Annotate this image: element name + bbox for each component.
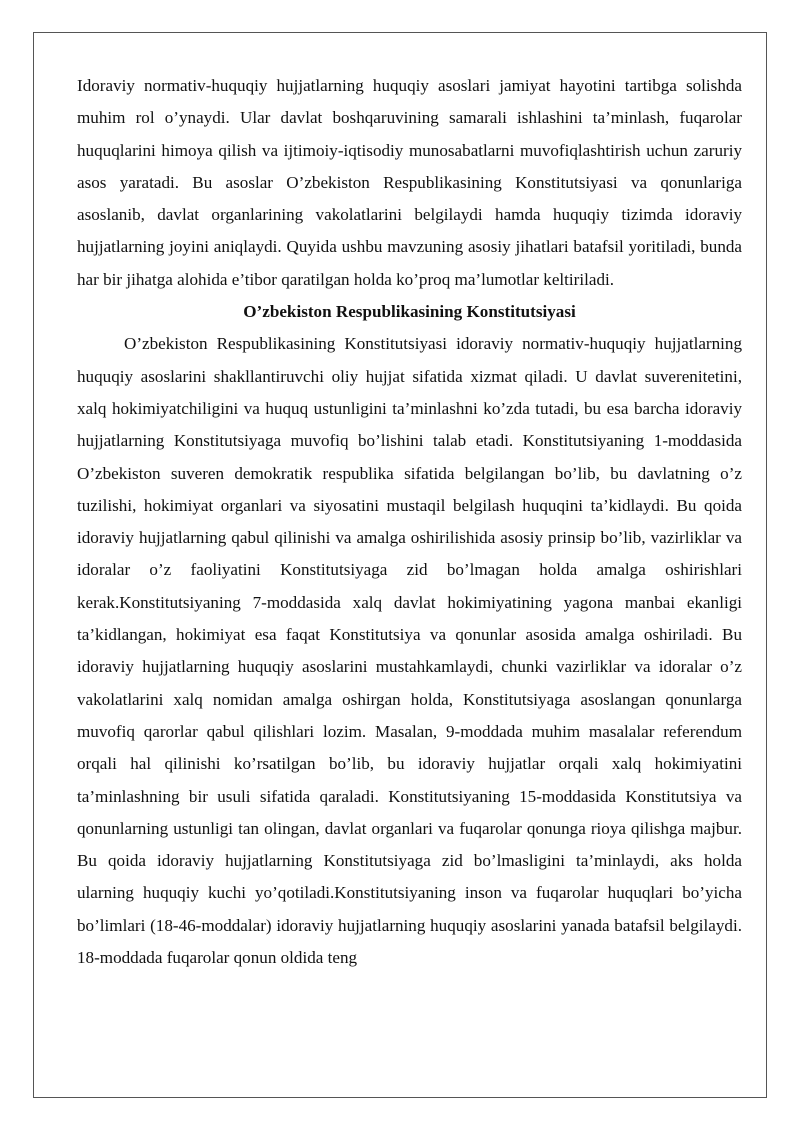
constitution-paragraph: O’zbekiston Respublikasining Konstitutsiyasi idoraviy normativ-huquqiy hujjatlarning huquqiy asoslarini shakllantiruvchi oliy hujjat sifatida xizmat qiladi. U davlat suverenitetini, xalq hokimiyatchiligini va huquq ustunligini ta’minlashni ko’zda tutadi, bu esa barcha idoraviy hujjatlarning Konstitutsiyaga muvofiq bo’lishini talab etadi. Konstitutsiyaning 1-moddasida O’zbekiston suveren demokratik respublika sifatida belgilangan bo’lib, bu davlatning o’z tuzilishi, hokimiyat organlari va siyosatini mustaqil belgilash huquqini ta’kidlaydi. Bu qoida idoraviy hujjatlarning qabul qilinishi va amalga oshirilishida asosiy prinsip bo’lib, vazirliklar va idoralar o’z faoliyatini Konstitutsiyaga zid bo’lmagan holda amalga oshirishlari kerak.Konstitutsiyaning 7-moddasida xalq davlat hokimiyatining yagona manbai ekanligi ta’kidlangan, hokimiyat esa faqat Konstitutsiya va qonunlar asosida amalga oshiriladi. Bu idoraviy hujjatlarning huquqiy asoslarini mustahkamlaydi, chunki vazirliklar va idoralar o’z vakolatlarini xalq nomidan amalga oshirgan holda, Konstitutsiyaga asoslangan qonunlarga muvofiq qarorlar qabul qilishlari lozim. Masalan, 9-moddada muhim masalalar referendum orqali hal qilinishi ko’rsatilgan bo’lib, bu idoraviy hujjatlar orqali xalq hokimiyatini ta’minlashning bir usuli sifatida qaraladi. Konstitutsiyaning 15-moddasida Konstitutsiya va qonunlarning ustunligi tan olingan, davlat organlari va fuqarolar qonunga rioya qilishga majbur. Bu qoida idoraviy hujjatlarning Konstitutsiyaga zid bo’lmasligini ta’minlaydi, aks holda ularning huquqiy kuchi yo’qotiladi.Konstitutsiyaning inson va fuqarolar huquqlari bo’yicha bo’limlari (18-46-moddalar) idoraviy hujjatlarning huquqiy asoslarini yanada batafsil belgilaydi. 18-moddada fuqarolar qonun oldida teng: [77, 334, 742, 968]
intro-paragraph: Idoraviy normativ-huquqiy hujjatlarning huquqiy asoslari jamiyat hayotini tartibga solishda muhim rol o’ynaydi. Ular davlat boshqaruvining samarali ishlashini ta’minlash, fuqarolar huquqlarini himoya qilish va ijtimoiy-iqtisodiy munosabatlarni muvofiqlashtirish uchun zaruriy asos yaratadi. Bu asoslar O’zbekiston Respublikasining Konstitutsiyasi va qonunlariga asoslanib, davlat organlarining vakolatlarini belgilaydi hamda huquqiy tizimda idoraviy hujjatlarning joyini aniqlaydi. Quyida ushbu mavzuning asosiy jihatlari batafsil yoritiladi, bunda har bir jihatga alohida e’tibor qaratilgan holda ko’proq ma’lumotlar keltiriladi.: [77, 76, 742, 289]
section-heading: O’zbekiston Respublikasining Konstitutsiyasi: [243, 302, 576, 322]
document-body: [77, 70, 742, 974]
